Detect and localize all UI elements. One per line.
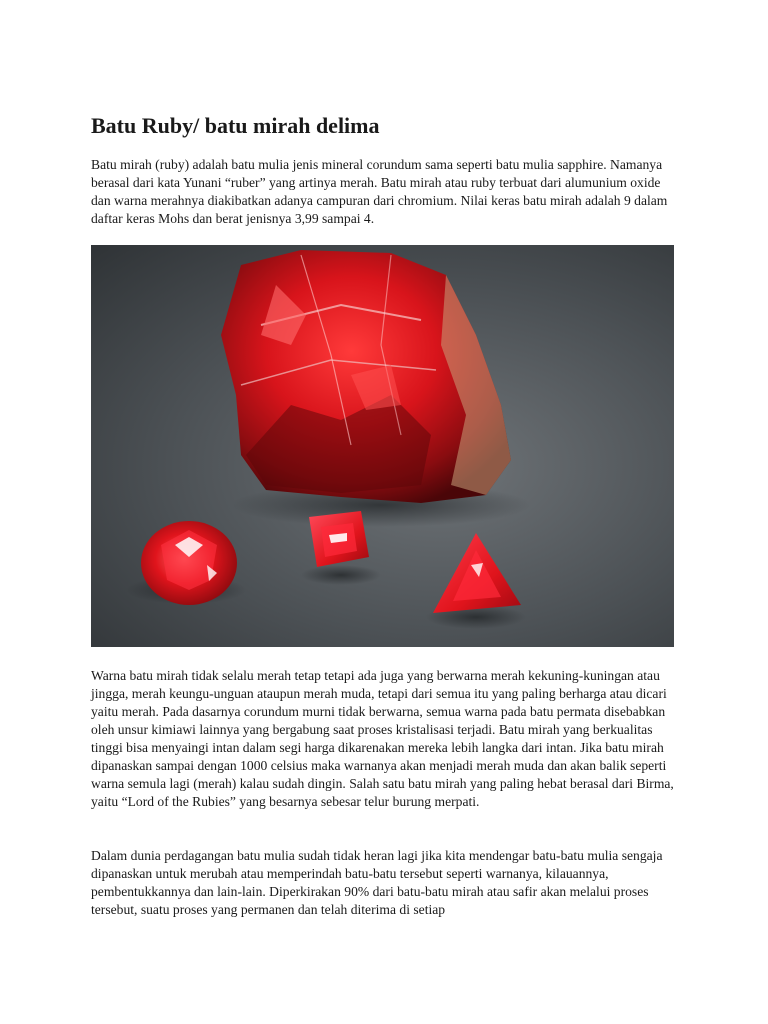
rough-ruby bbox=[221, 250, 511, 503]
oval-cut-ruby bbox=[141, 521, 237, 605]
color-paragraph: Warna batu mirah tidak selalu merah tetap tetapi ada juga yang berwarna merah kekuning-kuningan atau jingga, merah keungu-unguan ataupun merah muda, tetapi dari semua itu yang paling berharga atau dicari yaitu merah. Pada dasarnya corundum murni tidak berwarna, semua warna pada batu permata disebabkan oleh unsur kimiawi lainnya yang bergabung saat proses kristalisasi terjadi. Batu mirah yang berkualitas tinggi bisa menyaingi intan dalam segi harga dikarenakan mereka lebih langka dari intan. Jika batu mirah dipanaskan sampai dengan 1000 celsius maka warnanya akan menjadi merah muda dan akan balik seperti warna semula lagi (merah) kalau sudah dingin. Salah satu batu mirah yang paling hebat berasal dari Birma, yaitu “Lord of the Rubies” yang besarnya sebesar telur burung merpati. bbox=[91, 668, 674, 809]
ruby-photo bbox=[91, 245, 674, 647]
trade-paragraph: Dalam dunia perdagangan batu mulia sudah tidak heran lagi jika kita mendengar batu-batu mulia sengaja dipanaskan untuk merubah atau memperindah batu-batu tersebut seperti warnanya, kilauannya, pembentukkannya dan lain-lain. Diperkirakan 90% dari batu-batu mirah atau safir akan melalui proses tersebut, suatu proses yang permanen dan telah diterima di setiap bbox=[91, 848, 663, 917]
triangle-cut-ruby bbox=[433, 533, 521, 613]
intro-paragraph: Batu mirah (ruby) adalah batu mulia jenis mineral corundum sama seperti batu mulia sapphire. Namanya berasal dari kata Yunani “ruber” yang artinya merah. Batu mirah atau ruby terbuat dari alumunium oxide dan warna merahnya diakibatkan adanya campuran dari chromium. Nilai keras batu mirah adalah 9 dalam daftar keras Mohs dan berat jenisnya 3,99 sampai 4. bbox=[91, 157, 668, 226]
ruby-illustration bbox=[91, 245, 674, 647]
square-cut-ruby bbox=[309, 511, 369, 567]
page-title: Batu Ruby/ batu mirah delima bbox=[91, 113, 380, 138]
